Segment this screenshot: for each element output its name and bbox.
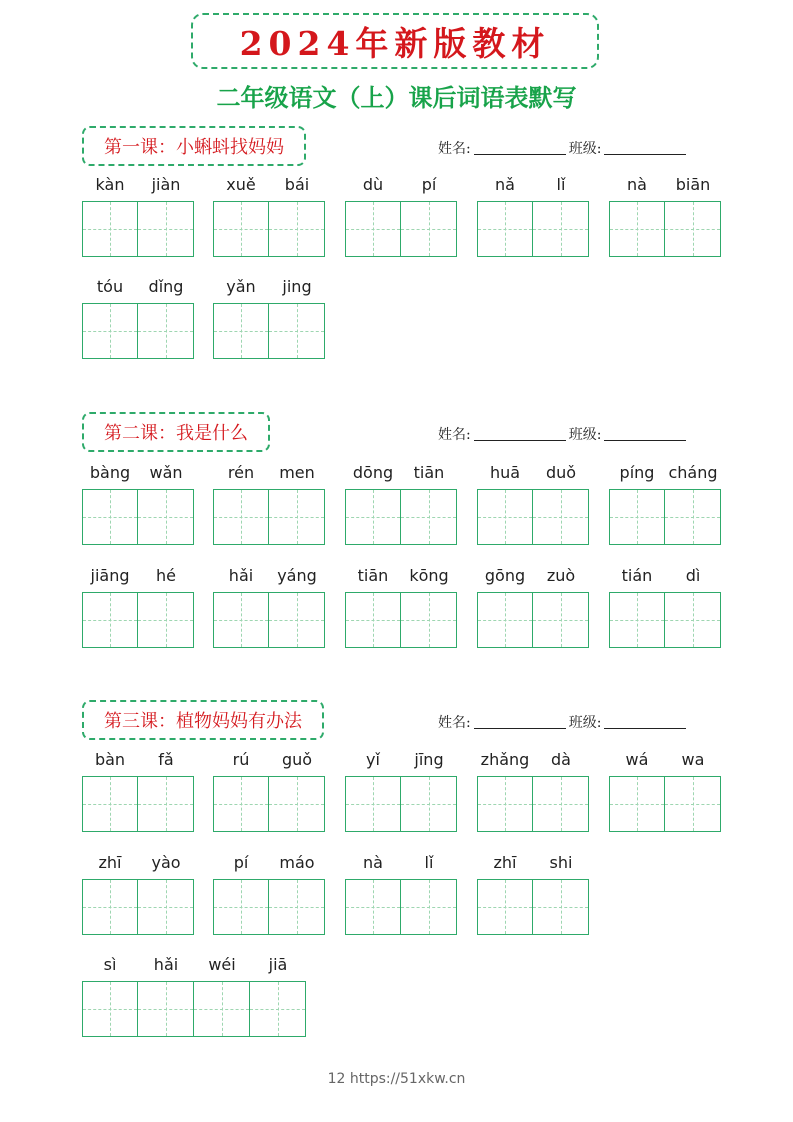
pinyin-syllable: wa bbox=[681, 750, 705, 769]
writing-grid bbox=[345, 489, 457, 545]
tianzige-cell[interactable] bbox=[345, 201, 401, 257]
name-label: 姓名: bbox=[438, 715, 471, 731]
pinyin-syllable: nà bbox=[627, 175, 647, 194]
pinyin-syllable: huā bbox=[489, 463, 521, 482]
tianzige-cell[interactable] bbox=[269, 489, 325, 545]
pinyin-syllable: jiāng bbox=[90, 566, 130, 585]
pinyin-row bbox=[213, 463, 325, 489]
pinyin-syllable: tiān bbox=[357, 566, 389, 585]
pinyin-syllable: bái bbox=[284, 175, 310, 194]
pinyin-syllable: nǎ bbox=[495, 175, 515, 194]
class-label: 班级: bbox=[568, 427, 602, 443]
pinyin-row bbox=[477, 750, 589, 776]
name-class-line bbox=[438, 424, 689, 444]
tianzige-cell[interactable] bbox=[82, 879, 138, 935]
writing-grid bbox=[345, 201, 457, 257]
class-label: 班级: bbox=[568, 715, 602, 731]
tianzige-cell[interactable] bbox=[477, 879, 533, 935]
pinyin-row bbox=[345, 463, 457, 489]
pinyin-syllable: bàn bbox=[94, 750, 126, 769]
writing-grid bbox=[609, 201, 721, 257]
writing-grid bbox=[477, 776, 589, 832]
tianzige-cell[interactable] bbox=[477, 592, 533, 648]
pinyin-syllable: dōng bbox=[352, 463, 394, 482]
pinyin-row bbox=[82, 955, 306, 981]
writing-grid bbox=[213, 489, 325, 545]
writing-grid bbox=[213, 592, 325, 648]
pinyin-syllable: men bbox=[279, 463, 315, 482]
writing-grid bbox=[213, 303, 325, 359]
pinyin-syllable: xuě bbox=[226, 175, 256, 194]
class-blank[interactable] bbox=[604, 440, 686, 441]
pinyin-syllable: shi bbox=[549, 853, 573, 872]
pinyin-syllable: lǐ bbox=[424, 853, 434, 872]
tianzige-cell[interactable] bbox=[138, 879, 194, 935]
tianzige-cell[interactable] bbox=[665, 201, 721, 257]
tianzige-cell[interactable] bbox=[477, 489, 533, 545]
pinyin-syllable: rú bbox=[232, 750, 250, 769]
class-label: 班级: bbox=[568, 141, 602, 157]
tianzige-cell[interactable] bbox=[533, 879, 589, 935]
tianzige-cell[interactable] bbox=[665, 489, 721, 545]
tianzige-cell[interactable] bbox=[477, 776, 533, 832]
tianzige-cell[interactable] bbox=[82, 981, 138, 1037]
pinyin-syllable: dù bbox=[362, 175, 384, 194]
writing-grid bbox=[82, 489, 194, 545]
pinyin-syllable: dà bbox=[551, 750, 571, 769]
pinyin-syllable: hé bbox=[156, 566, 176, 585]
class-blank[interactable] bbox=[604, 728, 686, 729]
pinyin-row bbox=[609, 566, 721, 592]
tianzige-cell[interactable] bbox=[609, 776, 665, 832]
writing-grid bbox=[477, 489, 589, 545]
pinyin-syllable: máo bbox=[279, 853, 315, 872]
pinyin-row bbox=[345, 750, 457, 776]
tianzige-cell[interactable] bbox=[665, 776, 721, 832]
pinyin-syllable: jing bbox=[282, 277, 312, 296]
pinyin-row bbox=[82, 853, 194, 879]
pinyin-syllable: kōng bbox=[409, 566, 449, 585]
tianzige-cell[interactable] bbox=[269, 879, 325, 935]
pinyin-syllable: yǎn bbox=[226, 277, 256, 296]
lesson-title: 第二课：我是什么 bbox=[82, 412, 270, 452]
writing-grid bbox=[82, 201, 194, 257]
name-blank[interactable] bbox=[474, 440, 566, 441]
tianzige-cell[interactable] bbox=[269, 776, 325, 832]
tianzige-cell[interactable] bbox=[533, 201, 589, 257]
tianzige-cell[interactable] bbox=[138, 981, 194, 1037]
pinyin-syllable: tiān bbox=[413, 463, 445, 482]
tianzige-cell[interactable] bbox=[665, 592, 721, 648]
writing-grid bbox=[82, 981, 306, 1037]
tianzige-cell[interactable] bbox=[609, 592, 665, 648]
writing-grid bbox=[345, 592, 457, 648]
pinyin-row bbox=[609, 175, 721, 201]
writing-grid bbox=[345, 776, 457, 832]
pinyin-syllable: zuò bbox=[546, 566, 576, 585]
tianzige-cell[interactable] bbox=[609, 489, 665, 545]
pinyin-syllable: fǎ bbox=[158, 750, 174, 769]
pinyin-syllable: sì bbox=[103, 955, 117, 974]
pinyin-syllable: hǎi bbox=[153, 955, 179, 974]
pinyin-syllable: pí bbox=[421, 175, 437, 194]
pinyin-syllable: bàng bbox=[89, 463, 131, 482]
pinyin-row bbox=[345, 853, 457, 879]
pinyin-row bbox=[609, 463, 721, 489]
tianzige-cell[interactable] bbox=[213, 776, 269, 832]
tianzige-cell[interactable] bbox=[82, 303, 138, 359]
page-footer: 12 https://51xkw.cn bbox=[327, 1071, 466, 1087]
pinyin-syllable: hǎi bbox=[228, 566, 254, 585]
pinyin-syllable: píng bbox=[619, 463, 655, 482]
pinyin-syllable: duǒ bbox=[545, 463, 577, 482]
tianzige-cell[interactable] bbox=[82, 592, 138, 648]
pinyin-syllable: gōng bbox=[484, 566, 526, 585]
pinyin-row bbox=[477, 566, 589, 592]
pinyin-row bbox=[345, 566, 457, 592]
pinyin-row bbox=[213, 566, 325, 592]
pinyin-row bbox=[477, 853, 589, 879]
pinyin-syllable: jiàn bbox=[151, 175, 181, 194]
pinyin-syllable: wǎn bbox=[149, 463, 183, 482]
writing-grid bbox=[609, 776, 721, 832]
tianzige-cell[interactable] bbox=[250, 981, 306, 1037]
name-label: 姓名: bbox=[438, 141, 471, 157]
pinyin-syllable: yào bbox=[151, 853, 181, 872]
name-blank[interactable] bbox=[474, 728, 566, 729]
tianzige-cell[interactable] bbox=[138, 592, 194, 648]
tianzige-cell[interactable] bbox=[269, 303, 325, 359]
writing-grid bbox=[477, 879, 589, 935]
pinyin-syllable: jīng bbox=[414, 750, 444, 769]
writing-grid bbox=[477, 201, 589, 257]
pinyin-row bbox=[213, 750, 325, 776]
tianzige-cell[interactable] bbox=[82, 201, 138, 257]
pinyin-row bbox=[82, 750, 194, 776]
tianzige-cell[interactable] bbox=[213, 592, 269, 648]
pinyin-row bbox=[82, 463, 194, 489]
pinyin-syllable: cháng bbox=[668, 463, 718, 482]
tianzige-cell[interactable] bbox=[401, 489, 457, 545]
pinyin-syllable: nà bbox=[363, 853, 383, 872]
pinyin-syllable: guǒ bbox=[281, 750, 313, 769]
pinyin-row bbox=[345, 175, 457, 201]
tianzige-cell[interactable] bbox=[213, 879, 269, 935]
pinyin-syllable: dǐng bbox=[148, 277, 184, 296]
writing-grid bbox=[213, 201, 325, 257]
tianzige-cell[interactable] bbox=[533, 489, 589, 545]
tianzige-cell[interactable] bbox=[194, 981, 250, 1037]
writing-grid bbox=[82, 303, 194, 359]
pinyin-row bbox=[82, 175, 194, 201]
pinyin-row bbox=[82, 566, 194, 592]
class-blank[interactable] bbox=[604, 154, 686, 155]
pinyin-row bbox=[213, 853, 325, 879]
writing-grid bbox=[477, 592, 589, 648]
tianzige-cell[interactable] bbox=[138, 201, 194, 257]
pinyin-syllable: dì bbox=[685, 566, 701, 585]
tianzige-cell[interactable] bbox=[82, 489, 138, 545]
pinyin-syllable: yáng bbox=[277, 566, 317, 585]
subtitle: 二年级语文（上）课后词语表默写 bbox=[216, 84, 577, 112]
tianzige-cell[interactable] bbox=[269, 592, 325, 648]
tianzige-cell[interactable] bbox=[401, 776, 457, 832]
tianzige-cell[interactable] bbox=[401, 592, 457, 648]
pinyin-row bbox=[213, 277, 325, 303]
writing-grid bbox=[213, 879, 325, 935]
writing-grid bbox=[82, 592, 194, 648]
tianzige-cell[interactable] bbox=[345, 592, 401, 648]
writing-grid bbox=[345, 879, 457, 935]
pinyin-syllable: tián bbox=[621, 566, 653, 585]
tianzige-cell[interactable] bbox=[401, 879, 457, 935]
pinyin-syllable: jiā bbox=[268, 955, 288, 974]
tianzige-cell[interactable] bbox=[401, 201, 457, 257]
writing-grid bbox=[609, 489, 721, 545]
tianzige-cell[interactable] bbox=[609, 201, 665, 257]
name-label: 姓名: bbox=[438, 427, 471, 443]
tianzige-cell[interactable] bbox=[345, 489, 401, 545]
tianzige-cell[interactable] bbox=[533, 592, 589, 648]
tianzige-cell[interactable] bbox=[213, 201, 269, 257]
tianzige-cell[interactable] bbox=[138, 303, 194, 359]
pinyin-row bbox=[82, 277, 194, 303]
tianzige-cell[interactable] bbox=[213, 303, 269, 359]
pinyin-syllable: kàn bbox=[95, 175, 125, 194]
lesson-title: 第一课：小蝌蚪找妈妈 bbox=[82, 126, 306, 166]
name-blank[interactable] bbox=[474, 154, 566, 155]
pinyin-row bbox=[213, 175, 325, 201]
main-title: 2024年新版教材 bbox=[191, 13, 599, 69]
writing-grid bbox=[82, 879, 194, 935]
pinyin-row bbox=[477, 463, 589, 489]
pinyin-syllable: zhī bbox=[493, 853, 517, 872]
writing-grid bbox=[82, 776, 194, 832]
writing-grid bbox=[609, 592, 721, 648]
pinyin-syllable: zhī bbox=[98, 853, 122, 872]
tianzige-cell[interactable] bbox=[213, 489, 269, 545]
name-class-line bbox=[438, 138, 689, 158]
tianzige-cell[interactable] bbox=[345, 776, 401, 832]
tianzige-cell[interactable] bbox=[345, 879, 401, 935]
tianzige-cell[interactable] bbox=[138, 776, 194, 832]
pinyin-syllable: biān bbox=[675, 175, 711, 194]
tianzige-cell[interactable] bbox=[533, 776, 589, 832]
name-class-line bbox=[438, 712, 689, 732]
pinyin-row bbox=[609, 750, 721, 776]
pinyin-syllable: tóu bbox=[96, 277, 124, 296]
pinyin-row bbox=[477, 175, 589, 201]
tianzige-cell[interactable] bbox=[138, 489, 194, 545]
lesson-title: 第三课：植物妈妈有办法 bbox=[82, 700, 324, 740]
pinyin-syllable: zhǎng bbox=[480, 750, 530, 769]
pinyin-syllable: yǐ bbox=[366, 750, 380, 769]
tianzige-cell[interactable] bbox=[269, 201, 325, 257]
writing-grid bbox=[213, 776, 325, 832]
pinyin-syllable: wá bbox=[625, 750, 649, 769]
pinyin-syllable: rén bbox=[227, 463, 255, 482]
pinyin-syllable: lǐ bbox=[556, 175, 566, 194]
tianzige-cell[interactable] bbox=[477, 201, 533, 257]
pinyin-syllable: wéi bbox=[208, 955, 236, 974]
pinyin-syllable: pí bbox=[233, 853, 249, 872]
tianzige-cell[interactable] bbox=[82, 776, 138, 832]
